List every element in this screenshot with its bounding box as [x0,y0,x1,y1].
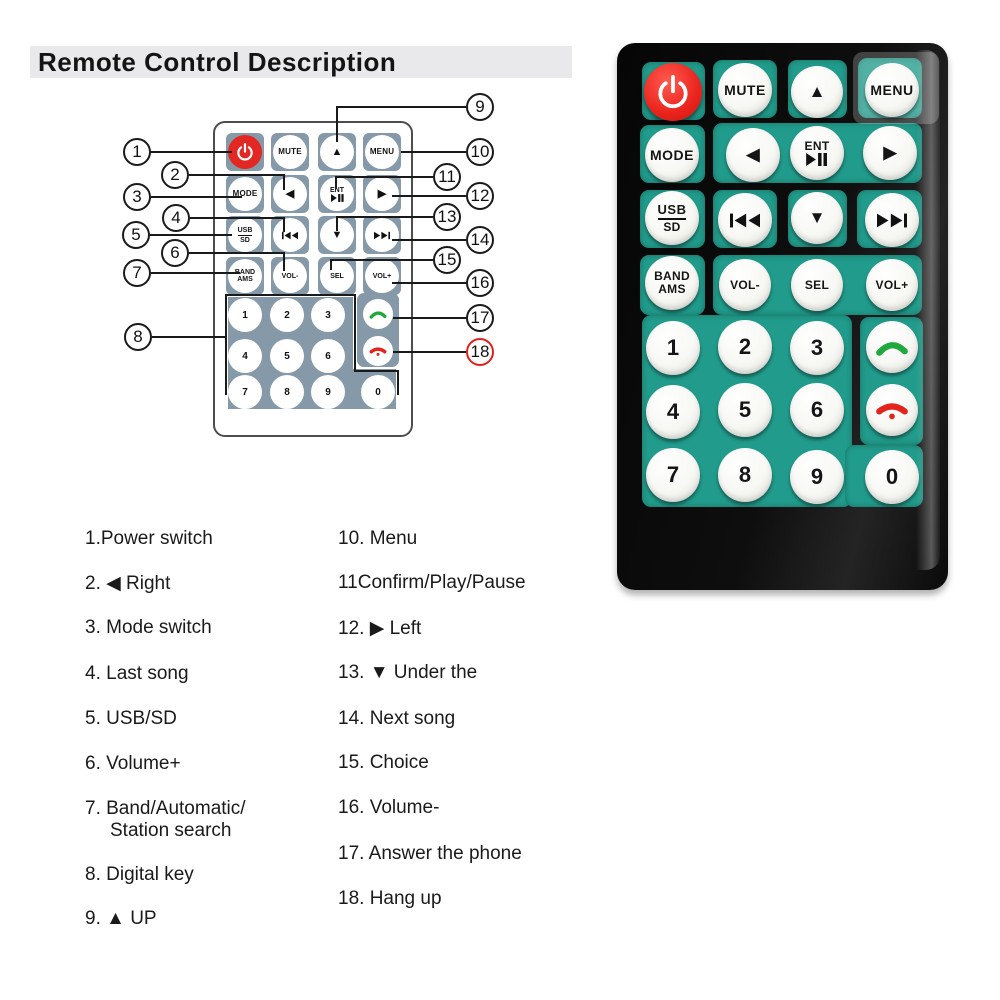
previous-track-icon [730,213,760,228]
legend-item-13: 13. ▼ Under the [338,662,478,683]
play-pause-icon [331,194,344,202]
callout-15: 15 [433,246,461,274]
diagram-vol-minus-key[interactable] [271,257,309,295]
next-track-icon [877,213,907,228]
diagram-up-key[interactable] [318,133,356,171]
diagram-power-key[interactable] [226,133,264,171]
power-icon [654,73,692,111]
diagram-digit-3-key[interactable]: 3 [311,298,345,332]
photo-usb-sd-button[interactable] [645,191,699,245]
photo-digit-1-button[interactable]: 1 [646,321,700,375]
ams-label: AMS [237,276,253,283]
diagram-digit-5-key[interactable]: 5 [270,339,304,373]
photo-hangup-button[interactable] [866,384,918,436]
legend-item-5: 5. USB/SD [85,708,177,729]
legend-item-7: 7. Band/Automatic/ [85,798,246,819]
callout-4: 4 [162,204,190,232]
photo-band-ams-button[interactable] [645,256,699,310]
left-arrow-icon: ◀ [285,187,295,200]
diagram-usb-sd-key[interactable] [226,216,264,254]
callout-7: 7 [123,259,151,287]
callout-2: 2 [161,161,189,189]
sel-label: SEL [330,272,344,280]
photo-ent-button[interactable] [790,126,844,180]
hang-up-icon [369,345,387,357]
legend-item-3: 3. Mode switch [85,617,212,638]
diagram-digit-8-key[interactable]: 8 [270,375,304,409]
photo-right-button[interactable] [863,126,917,180]
legend-item-14: 14. Next song [338,708,456,729]
photo-down-button[interactable] [791,192,843,244]
photo-digit-3-button[interactable]: 3 [790,321,844,375]
diagram-band-ams-key[interactable] [226,257,264,295]
usb-label: USB [237,226,253,234]
callout-3: 3 [123,183,151,211]
diagram-digit-1-key[interactable]: 1 [228,298,262,332]
photo-vol-plus-button[interactable] [866,259,918,311]
mode-label: MODE [232,189,258,198]
diagram-digit-7-key[interactable]: 7 [228,375,262,409]
previous-track-icon [282,231,298,240]
diagram-digit-0-key[interactable]: 0 [361,375,395,409]
remote-photo [615,38,950,594]
callout-12: 12 [466,182,494,210]
answer-phone-icon [369,308,387,320]
mute-label: MUTE [278,147,302,156]
ams-label: AMS [658,282,686,296]
photo-digit-0-button[interactable]: 0 [865,450,919,504]
sd-label: SD [663,219,681,234]
photo-digit-6-button[interactable]: 6 [790,383,844,437]
callout-9: 9 [466,93,494,121]
diagram-digit-2-key[interactable]: 2 [270,298,304,332]
photo-left-button[interactable] [726,128,780,182]
diagram-answer-key[interactable] [363,299,393,329]
up-arrow-icon: ▲ [808,82,826,102]
legend-item-11: 11Confirm/Play/Pause [338,572,526,593]
callout-16: 16 [466,269,494,297]
band-label: BAND [234,269,256,276]
diagram-next-key[interactable] [363,216,401,254]
callout-13: 13 [433,203,461,231]
photo-digit-8-button[interactable]: 8 [718,448,772,502]
callout-11: 11 [433,163,461,191]
diagram-left-key[interactable] [271,175,309,213]
right-arrow-icon: ▶ [377,187,387,200]
down-arrow-icon: ▼ [808,208,826,228]
page-title: Remote Control Description [30,46,572,78]
diagram-vol-plus-key[interactable] [363,257,401,295]
photo-next-button[interactable] [865,193,919,247]
photo-prev-button[interactable] [718,193,772,247]
diagram-mode-key[interactable] [226,175,264,213]
hang-up-icon [875,399,909,421]
diagram-prev-key[interactable] [271,216,309,254]
left-arrow-icon: ◀ [746,145,760,165]
photo-digit-5-button[interactable]: 5 [718,383,772,437]
callout-17: 17 [466,304,494,332]
callout-14: 14 [466,226,494,254]
right-arrow-icon: ▶ [883,143,897,163]
photo-digit-2-button[interactable]: 2 [718,320,772,374]
legend-item-1: 1.Power switch [85,528,213,549]
photo-edge-highlight [916,50,940,570]
callout-18: 18 [466,338,494,366]
power-icon [228,135,262,169]
vol-plus-label: VOL+ [875,277,909,292]
ent-label: ENT [330,186,344,194]
legend-item-8: 8. Digital key [85,864,194,885]
vol-plus-label: VOL+ [372,272,392,280]
sel-label: SEL [804,277,830,292]
diagram-menu-key[interactable] [363,133,401,171]
callout-5: 5 [122,221,150,249]
photo-mute-button[interactable] [718,63,772,117]
legend-item-17: 17. Answer the phone [338,843,522,864]
diagram-down-key[interactable] [318,216,356,254]
diagram-sel-key[interactable] [318,257,356,295]
callout-1: 1 [123,138,151,166]
diagram-digit-9-key[interactable]: 9 [311,375,345,409]
photo-sel-button[interactable] [791,259,843,311]
legend-item-9: 9. ▲ UP [85,908,157,929]
diagram-digit-4-key[interactable]: 4 [228,339,262,373]
legend-item-10: 10. Menu [338,528,418,549]
up-arrow-icon: ▲ [331,145,343,158]
menu-label: MENU [369,147,395,156]
callout-10: 10 [466,138,494,166]
photo-mode-button[interactable] [645,128,699,182]
legend-item-18: 18. Hang up [338,888,442,909]
vol-minus-label: VOL- [281,272,299,280]
answer-phone-icon [875,336,909,358]
ent-label: ENT [804,139,830,154]
down-arrow-icon: ▼ [331,228,343,241]
legend-item-4: 4. Last song [85,663,189,684]
callout-8: 8 [124,323,152,351]
mute-label: MUTE [724,81,766,98]
mode-label: MODE [650,146,694,163]
band-label: BAND [654,269,690,284]
photo-vol-minus-button[interactable] [719,259,771,311]
diagram-mute-key[interactable] [271,133,309,171]
legend-item-15: 15. Choice [338,752,429,773]
menu-label: MENU [870,81,914,98]
photo-digit-9-button[interactable]: 9 [790,450,844,504]
legend-item-7-line2: Station search [110,820,232,841]
diagram-hangup-key[interactable] [363,336,393,366]
photo-answer-button[interactable] [866,321,918,373]
legend-item-6: 6. Volume+ [85,753,181,774]
legend-item-2: 2. ◀ Right [85,573,171,594]
legend-item-12: 12. ▶ Left [338,618,422,639]
photo-power-button[interactable] [644,63,702,121]
photo-digit-7-button[interactable]: 7 [646,448,700,502]
play-pause-icon [805,153,829,166]
photo-menu-button[interactable] [865,63,919,117]
photo-up-button[interactable] [791,66,843,118]
callout-6: 6 [161,239,189,267]
photo-digit-4-button[interactable]: 4 [646,385,700,439]
sd-label: SD [240,236,250,244]
next-track-icon [374,231,390,240]
usb-label: USB [658,203,687,220]
diagram-digit-6-key[interactable]: 6 [311,339,345,373]
diagram-right-key[interactable] [363,175,401,213]
legend-item-16: 16. Volume- [338,797,440,818]
vol-minus-label: VOL- [730,277,760,292]
diagram-ent-key[interactable] [318,175,356,213]
remote-diagram [120,85,500,398]
